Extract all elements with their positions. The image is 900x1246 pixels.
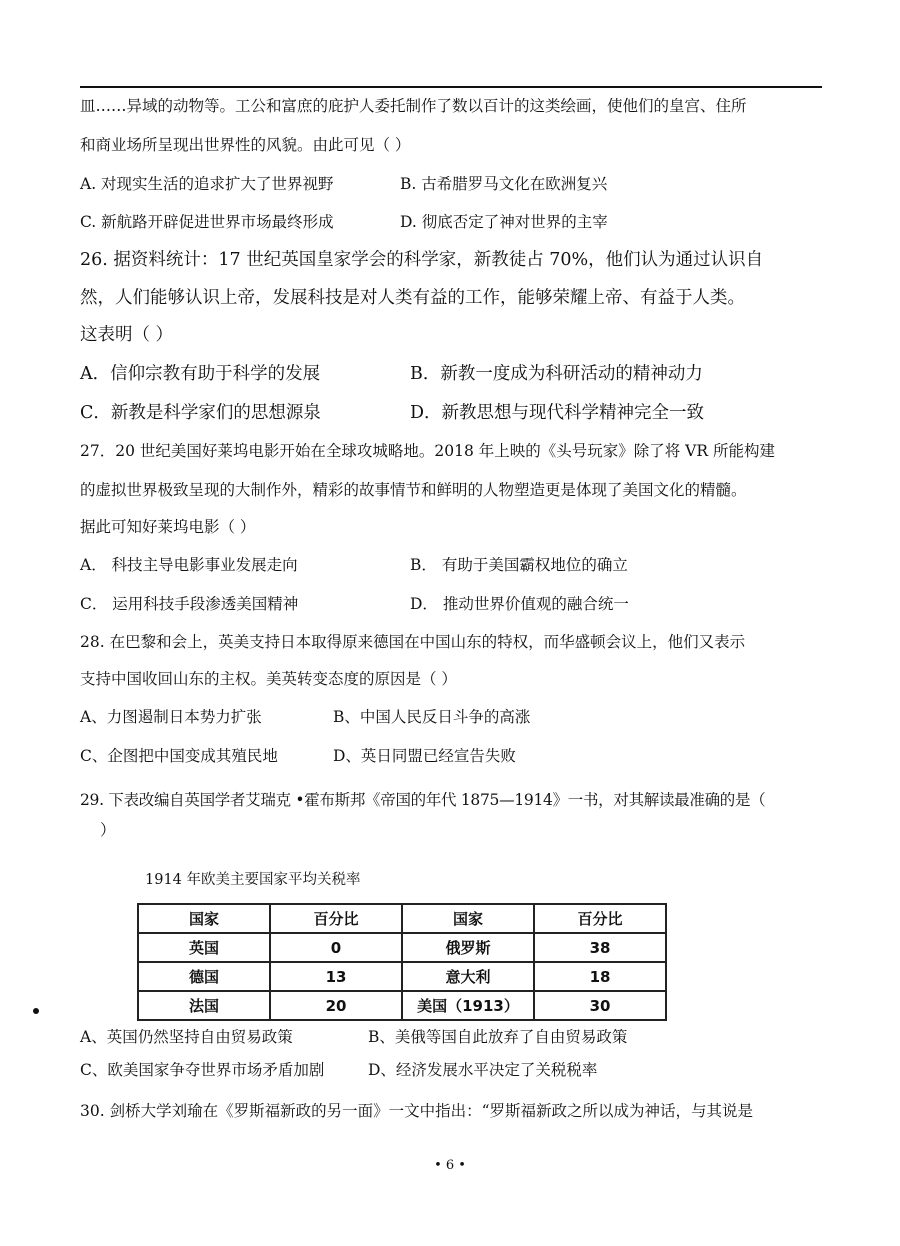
q28-option-d: D、英日同盟已经宣告失败 xyxy=(333,747,516,765)
table-header-cell: 国家 xyxy=(402,904,534,933)
table-row xyxy=(138,933,666,962)
table-cell: 英国 xyxy=(138,933,270,962)
bullet-dot xyxy=(33,1008,39,1014)
tariff-table xyxy=(137,903,667,1021)
q25-option-d: D. 彻底否定了神对世界的主宰 xyxy=(400,213,608,231)
page-number: • 6 • xyxy=(434,1158,466,1173)
q25-option-b: B. 古希腊罗马文化在欧洲复兴 xyxy=(400,175,608,193)
q25-option-a: A. 对现实生活的追求扩大了世界视野 xyxy=(80,175,334,193)
table-cell: 德国 xyxy=(138,962,270,991)
q28-text-line1: 28. 在巴黎和会上，英美支持日本取得原来德国在中国山东的特权，而华盛顿会议上，他们又表示 xyxy=(80,633,746,651)
table-cell: 30 xyxy=(534,991,666,1020)
q29-text-line1: 29. 下表改编自英国学者艾瑞克 •霍布斯邦《帝国的年代 1875—1914》一书，对其解读最准确的是（ xyxy=(80,791,766,809)
q25-option-c: C. 新航路开辟促进世界市场最终形成 xyxy=(80,213,334,231)
table-header-cell: 百分比 xyxy=(534,904,666,933)
q30-text-line1: 30. 剑桥大学刘瑜在《罗斯福新政的另一面》一文中指出：“罗斯福新政之所以成为神话，与其说是 xyxy=(80,1102,754,1120)
q29-text-line2: ） xyxy=(100,821,116,839)
table-header-row xyxy=(138,904,666,933)
q27-text-line3: 据此可知好莱坞电影（ ） xyxy=(80,518,256,536)
table-cell: 俄罗斯 xyxy=(402,933,534,962)
table-header-cell: 国家 xyxy=(138,904,270,933)
q28-text-line2: 支持中国收回山东的主权。美英转变态度的原因是（ ） xyxy=(80,670,457,688)
q27-text-line2: 的虚拟世界极致呈现的大制作外，精彩的故事情节和鲜明的人物塑造更是体现了美国文化的精髓。 xyxy=(80,481,747,499)
q25-text-line1: 皿……异域的动物等。工公和富庶的庇护人委托制作了数以百计的这类绘画，使他们的皇宫、住所 xyxy=(80,97,747,115)
q26-option-c: C．新教是科学家们的思想源泉 xyxy=(80,403,321,423)
q25-text-line2: 和商业场所呈现出世界性的风貌。由此可见（ ） xyxy=(80,136,411,154)
table-cell: 20 xyxy=(270,991,402,1020)
table-row xyxy=(138,991,666,1020)
q26-text-line1: 26. 据资料统计：17 世纪英国皇家学会的科学家，新教徒占 70%，他们认为通过认识自 xyxy=(80,250,764,270)
q26-option-a: A．信仰宗教有助于科学的发展 xyxy=(80,364,321,384)
table-cell: 38 xyxy=(534,933,666,962)
q29-option-c: C、欧美国家争夺世界市场矛盾加剧 xyxy=(80,1061,325,1079)
q26-option-d: D．新教思想与现代科学精神完全一致 xyxy=(410,403,705,423)
header-rule xyxy=(80,86,822,88)
table-caption: 1914 年欧美主要国家平均关税率 xyxy=(145,872,361,888)
q27-option-a: A． 科技主导电影事业发展走向 xyxy=(80,556,298,574)
q26-text-line2: 然，人们能够认识上帝，发展科技是对人类有益的工作，能够荣耀上帝、有益于人类。 xyxy=(80,288,745,308)
table-cell: 美国（1913） xyxy=(402,991,534,1020)
table-cell: 0 xyxy=(270,933,402,962)
q28-option-a: A、力图遏制日本势力扩张 xyxy=(80,708,262,726)
q28-option-b: B、中国人民反日斗争的高涨 xyxy=(333,708,531,726)
q27-option-c: C． 运用科技手段渗透美国精神 xyxy=(80,595,299,613)
table-header-cell: 百分比 xyxy=(270,904,402,933)
q27-option-d: D． 推动世界价值观的融合统一 xyxy=(410,595,629,613)
q28-option-c: C、企图把中国变成其殖民地 xyxy=(80,747,278,765)
table-cell: 意大利 xyxy=(402,962,534,991)
table-row xyxy=(138,962,666,991)
q29-option-b: B、美俄等国自此放弃了自由贸易政策 xyxy=(368,1028,628,1046)
q27-text-line1: 27．20 世纪美国好莱坞电影开始在全球攻城略地。2018 年上映的《头号玩家》除了将 VR 所能构建 xyxy=(80,442,775,460)
q26-text-line3: 这表明（ ） xyxy=(80,325,174,345)
table-cell: 18 xyxy=(534,962,666,991)
table-cell: 法国 xyxy=(138,991,270,1020)
q27-option-b: B． 有助于美国霸权地位的确立 xyxy=(410,556,628,574)
table-cell: 13 xyxy=(270,962,402,991)
q26-option-b: B．新教一度成为科研活动的精神动力 xyxy=(410,364,703,384)
q29-option-d: D、经济发展水平决定了关税税率 xyxy=(368,1061,598,1079)
q29-option-a: A、英国仍然坚持自由贸易政策 xyxy=(80,1028,293,1046)
